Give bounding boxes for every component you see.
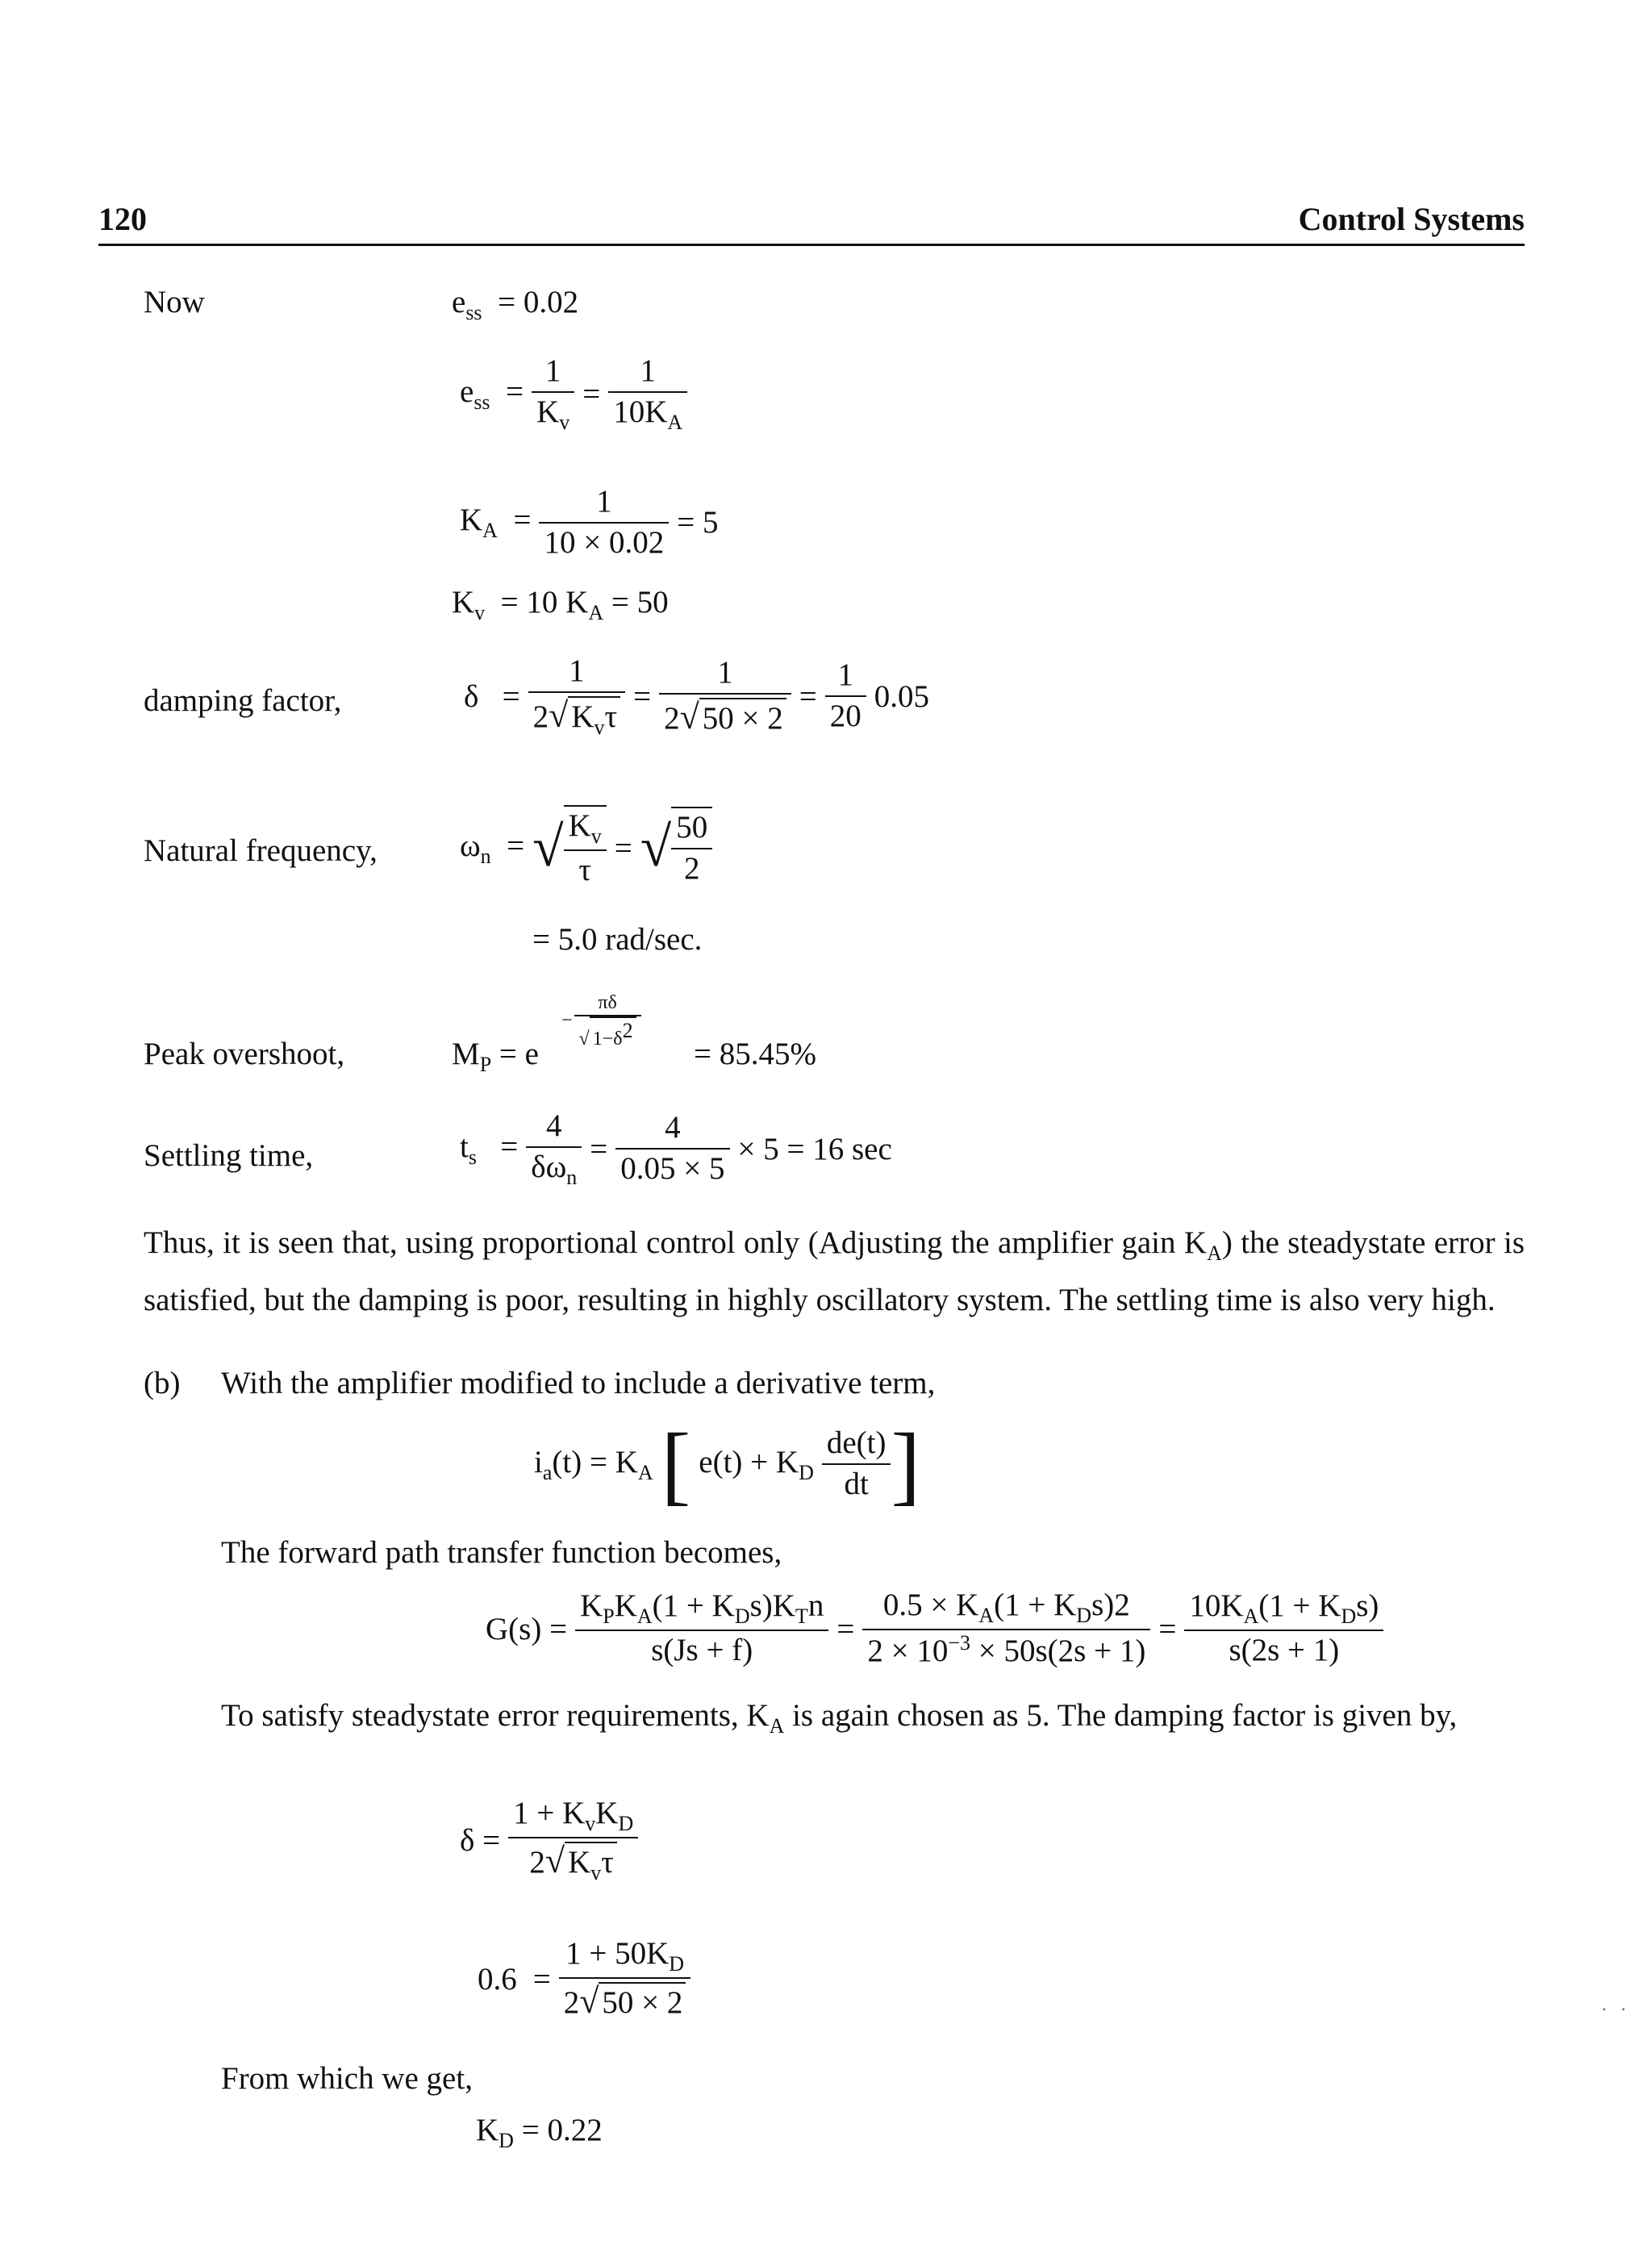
- label-damping-factor: damping factor,: [144, 683, 342, 718]
- eq-wn-result: = 5.0 rad/sec.: [532, 922, 703, 957]
- eq-damping-factor: δ = 1 2√ $K_v\tau$ = $\frac{1}{2√ 50 \times 2}$ = $\frac{1}{20}$ 0.05: [456, 652, 937, 741]
- delta-value: 0.05: [874, 678, 930, 714]
- kv-value: 50: [636, 585, 669, 620]
- eq-settling-time: $t_s$ = 4 $\delta\omega_n$ = $\frac{4}{0.05 \times 5}$ × 5 = 16 sec: [452, 1107, 900, 1191]
- eq-delta-derivative: δ = $1 + K_vK_D$ 2√ $K_v\tau$: [452, 1794, 638, 1887]
- eq-armature-current: $i_a(t) = K_A$[ $e(t) + K_D$ $\frac{de(t)}{dt}$ ]: [534, 1415, 921, 1513]
- ess-value: 0.02: [523, 285, 579, 319]
- eq-natural-frequency: $\omega_n$ = √ $\frac{K_v}{\tau}$ = √ $\frac{50}{2}$: [452, 805, 712, 891]
- eq-ess-kv: $e_{ss}$ = $\frac{1}{K_v}$ = $\frac{1}{10K_A}$: [452, 352, 687, 436]
- eq-exponent: − $\frac{\pi\delta}{√ 1-\delta^2}$: [560, 991, 641, 1051]
- eq-transfer-function: G(s) = $K_PK_A(1 + K_Ds)K_Tn$ s(Js + f) = $0.5 \times K_A(1 + K_Ds)2$ $2 \times 10^{-3} \times 50s(2s + 1)$ = $10K_A(1 + K_Ds)$ s(2s + 1): [478, 1586, 1383, 1671]
- label-peak-overshoot: Peak overshoot,: [144, 1037, 345, 1071]
- item-b-text: With the amplifier modified to include a derivative term,: [221, 1366, 936, 1400]
- ka-value: 5: [702, 505, 719, 540]
- delta-required: 0.6: [478, 1961, 517, 1997]
- running-title: Control Systems: [1298, 201, 1525, 237]
- page-header: [98, 200, 1525, 245]
- page-number: 120: [98, 201, 147, 237]
- paragraph-proportional-control: Thus, it is seen that, using proportional control only (Adjusting the amplifier gain $K_A$) the steadystate error is satisfied, but the damping is poor, resulting in highly oscillatory system. The settling time is also very high.: [144, 1225, 1525, 1317]
- eq-ka: $K_A$ = $\frac{1}{10 \times 0.02}$ = 5: [460, 484, 719, 560]
- scan-speck: · ·: [1601, 1999, 1627, 2019]
- header-rule: [98, 244, 1525, 246]
- eq-delta-substituted: 0.6 = $\frac{1 + 50K_D}{2√ 50 \times 2}$: [469, 1934, 690, 2023]
- wn-value: 5.0 rad/sec.: [557, 922, 703, 957]
- eq-mp-result: = 85.45%: [694, 1037, 816, 1071]
- eq-kv: $K_v = 10$ $K_A = 50$: [452, 585, 669, 624]
- eq-kd-result: $K_D = 0.22$: [476, 2113, 603, 2152]
- mp-value: 85.45%: [719, 1037, 816, 1071]
- kd-value: 0.22: [547, 2113, 603, 2147]
- eq-ess-value: $e_{ss} = 0.02$: [452, 285, 579, 324]
- item-b-marker: (b): [144, 1366, 181, 1400]
- label-settling-time: Settling time,: [144, 1138, 314, 1173]
- label-now: Now: [144, 285, 205, 319]
- from-which-text: From which we get,: [221, 2061, 473, 2096]
- paragraph-steady-state: To satisfy steadystate error requirements, $K_A$ is again chosen as 5. The damping factor is given by,: [221, 1698, 1458, 1738]
- eq-peak-overshoot: $M_P = e$: [452, 1037, 539, 1076]
- ts-value: × 5 = 16 sec: [737, 1131, 892, 1166]
- forward-path-text: The forward path transfer function becomes,: [221, 1535, 782, 1570]
- label-natural-frequency: Natural frequency,: [144, 833, 378, 868]
